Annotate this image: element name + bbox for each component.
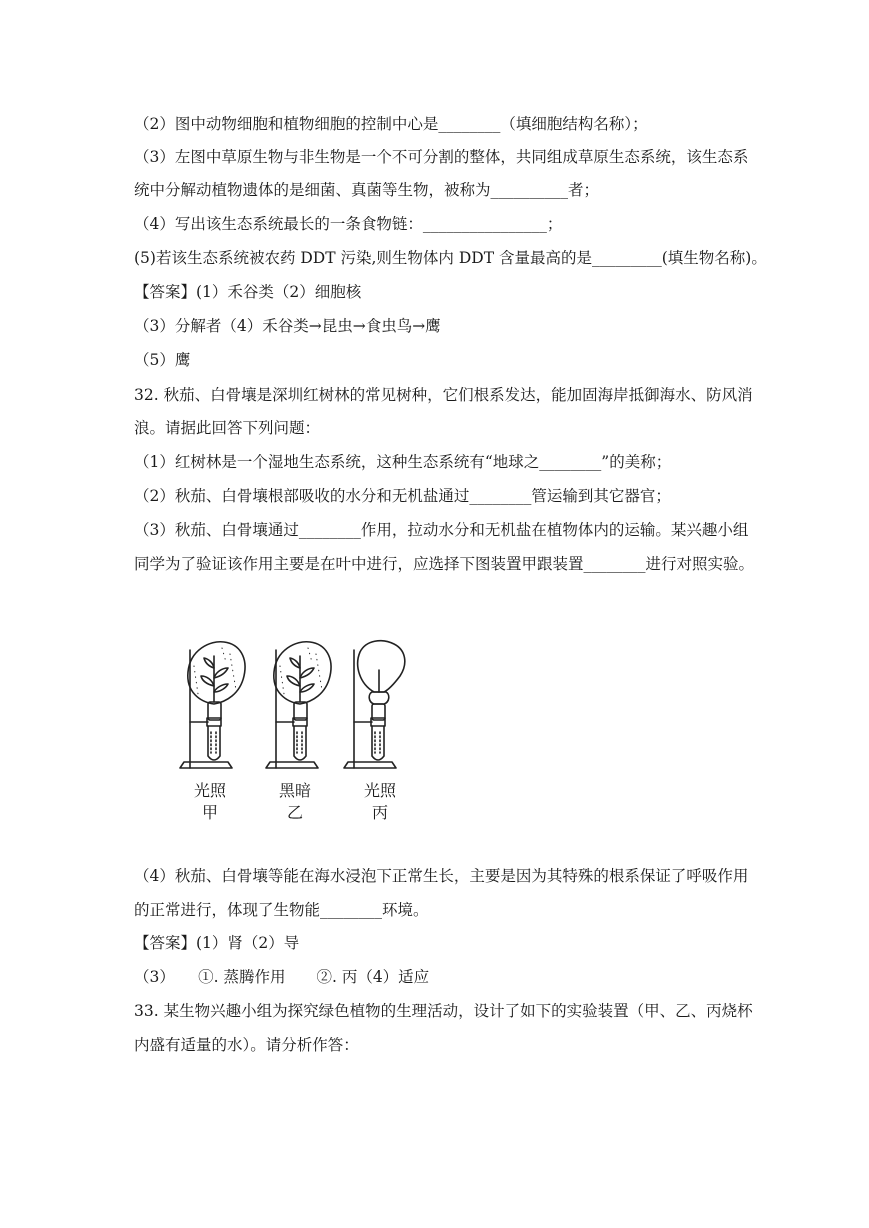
apparatus-c-name: 丙	[371, 803, 388, 822]
question-31-part-5: (5)若该生态系统被农药 DDT 污染,则生物体内 DDT 含量最高的是_________(填生物名称)。	[134, 249, 767, 267]
apparatus-a	[180, 642, 245, 768]
question-32-part-3-line-1: （3）秋茄、白骨壤通过________作用，拉动水分和无机盐在植物体内的运输。某兴趣小组	[134, 521, 749, 539]
question-31-part-3-line-1: （3）左图中草原生物与非生物是一个不可分割的整体，共同组成草原生态系统，该生态系	[134, 148, 749, 166]
experiment-figure	[168, 632, 428, 832]
answer-32-line-2: （3） ①. 蒸腾作用 ②. 丙（4）适应	[134, 968, 430, 986]
apparatus-b-name: 乙	[286, 803, 303, 822]
question-32-part-4-line-1: （4）秋茄、白骨壤等能在海水浸泡下正常生长，主要是因为其特殊的根系保证了呼吸作用	[134, 867, 749, 885]
answer-32-line-1: 【答案】(1）肾（2）导	[134, 934, 300, 952]
apparatus-c	[344, 641, 405, 768]
question-33-stem-line-2: 内盛有适量的水）。请分析作答：	[134, 1036, 359, 1054]
question-32-stem-line-2: 浪。请据此回答下列问题：	[134, 419, 321, 437]
answer-31-line-1: 【答案】(1）禾谷类（2）细胞核	[134, 283, 362, 301]
apparatus-b	[266, 642, 331, 768]
apparatus-a-condition: 光照	[193, 781, 226, 800]
question-31-part-2: （2）图中动物细胞和植物细胞的控制中心是________（填细胞结构名称）；	[134, 115, 648, 133]
apparatus-a-name: 甲	[201, 803, 218, 822]
question-31-part-4: （4）写出该生态系统最长的一条食物链：________________；	[134, 215, 563, 233]
question-32-stem-line-1: 32. 秋茄、白骨壤是深圳红树林的常见树种，它们根系发达，能加固海岸抵御海水、防风消	[134, 386, 753, 404]
apparatus-b-condition: 黑暗	[278, 781, 311, 800]
apparatus-c-condition: 光照	[363, 781, 396, 800]
question-31-part-3-line-2: 统中分解动植物遗体的是细菌、真菌等生物，被称为__________者；	[134, 181, 600, 199]
question-32-part-4-line-2: 的正常进行，体现了生物能________环境。	[134, 901, 429, 919]
answer-31-line-3: （5）鹰	[134, 351, 191, 369]
answer-31-line-2: （3）分解者（4）禾谷类→昆虫→食虫鸟→鹰	[134, 317, 441, 335]
question-32-part-3-line-2: 同学为了验证该作用主要是在叶中进行，应选择下图装置甲跟装置________进行对照实验。	[134, 555, 755, 573]
question-32-part-2: （2）秋茄、白骨壤根部吸收的水分和无机盐通过________管运输到其它器官；	[134, 487, 671, 505]
question-33-stem-line-1: 33. 某生物兴趣小组为探究绿色植物的生理活动，设计了如下的实验装置（甲、乙、丙烧杯	[134, 1002, 753, 1020]
question-32-part-1: （1）红树林是一个湿地生态系统，这种生态系统有“地球之________”的美称；	[134, 453, 672, 471]
